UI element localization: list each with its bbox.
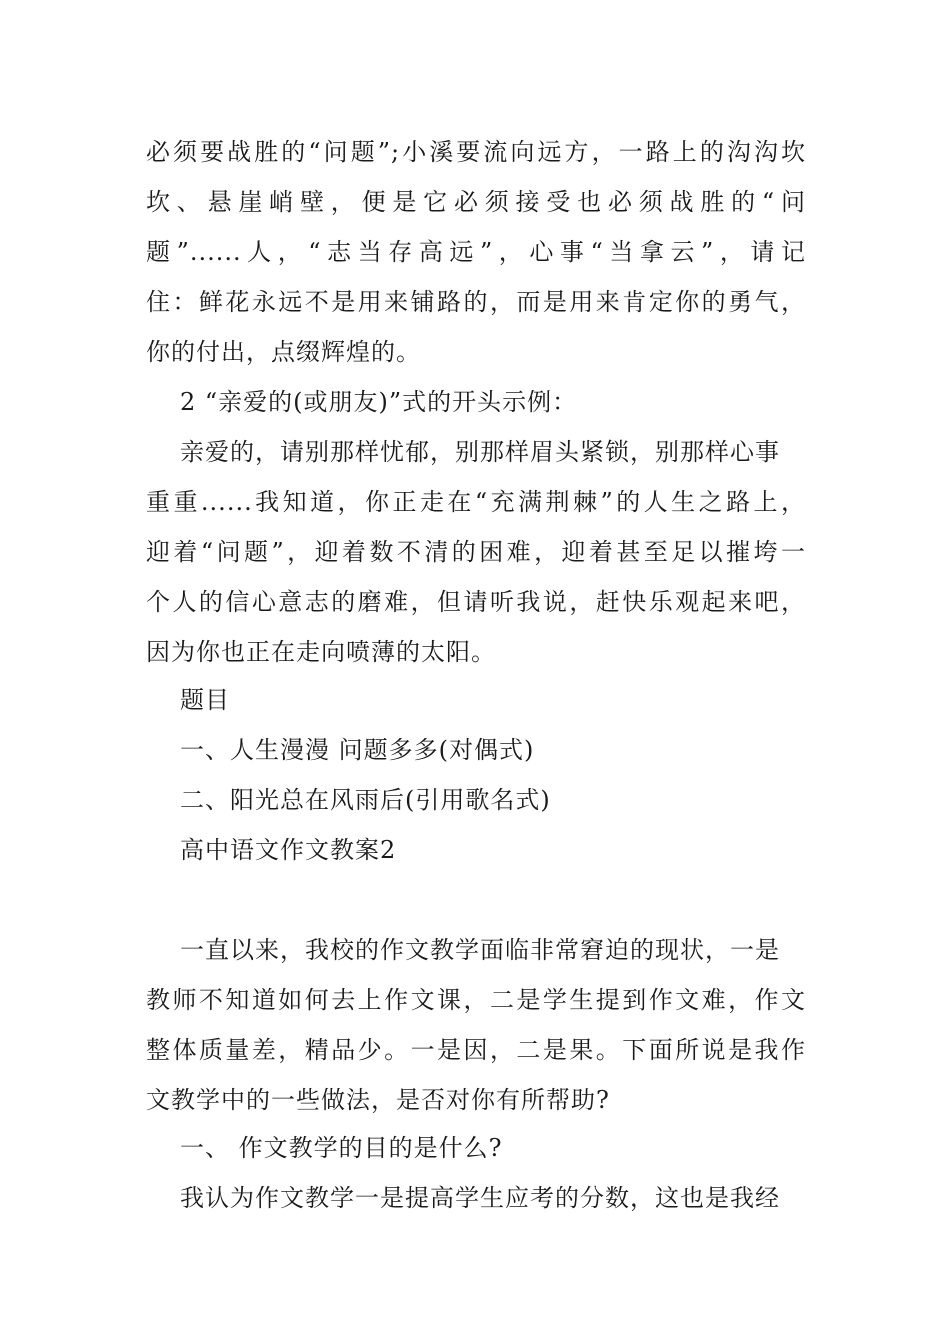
list-item: 一、人生漫漫 问题多多(对偶式) [180, 736, 535, 764]
paragraph-line: 住：鲜花永远不是用来铺路的，而是用来肯定你的勇气， [146, 288, 806, 316]
paragraph-line: 个人的信心意志的磨难，但请听我说，赶快乐观起来吧， [146, 588, 806, 616]
paragraph-line: 文教学中的一些做法，是否对你有所帮助? [146, 1086, 610, 1114]
paragraph-line: 重重......我知道，你正走在“充满荆棘”的人生之路上， [146, 488, 806, 516]
section-label: 题目 [180, 686, 230, 714]
subsection-heading: 一、 作文教学的目的是什么? [180, 1134, 503, 1162]
paragraph-line: 你的付出，点缀辉煌的。 [146, 338, 421, 366]
paragraph-line: 教师不知道如何去上作文课，二是学生提到作文难，作文 [146, 986, 806, 1014]
example-heading: 2 “亲爱的(或朋友)”式的开头示例： [180, 388, 578, 416]
paragraph-line: 迎着“问题”，迎着数不清的困难，迎着甚至足以摧垮一 [146, 538, 806, 566]
paragraph-line: 因为你也正在走向喷薄的太阳。 [146, 638, 496, 666]
list-item: 二、阳光总在风雨后(引用歌名式) [180, 786, 551, 814]
paragraph-line: 坎、悬崖峭壁，便是它必须接受也必须战胜的“问 [146, 188, 806, 216]
paragraph-line: 一直以来，我校的作文教学面临非常窘迫的现状，一是 [180, 936, 780, 964]
paragraph-line: 亲爱的，请别那样忧郁，别那样眉头紧锁，别那样心事 [180, 438, 780, 466]
paragraph-line: 整体质量差，精品少。一是因，二是果。下面所说是我作 [146, 1036, 806, 1064]
paragraph-line: 必须要战胜的“问题”;小溪要流向远方，一路上的沟沟坎 [146, 138, 806, 166]
paragraph-line: 我认为作文教学一是提高学生应考的分数，这也是我经 [180, 1184, 780, 1212]
section-title: 高中语文作文教案2 [180, 836, 397, 864]
paragraph-line: 题”......人，“志当存高远”，心事“当拿云”，请记 [146, 238, 806, 266]
